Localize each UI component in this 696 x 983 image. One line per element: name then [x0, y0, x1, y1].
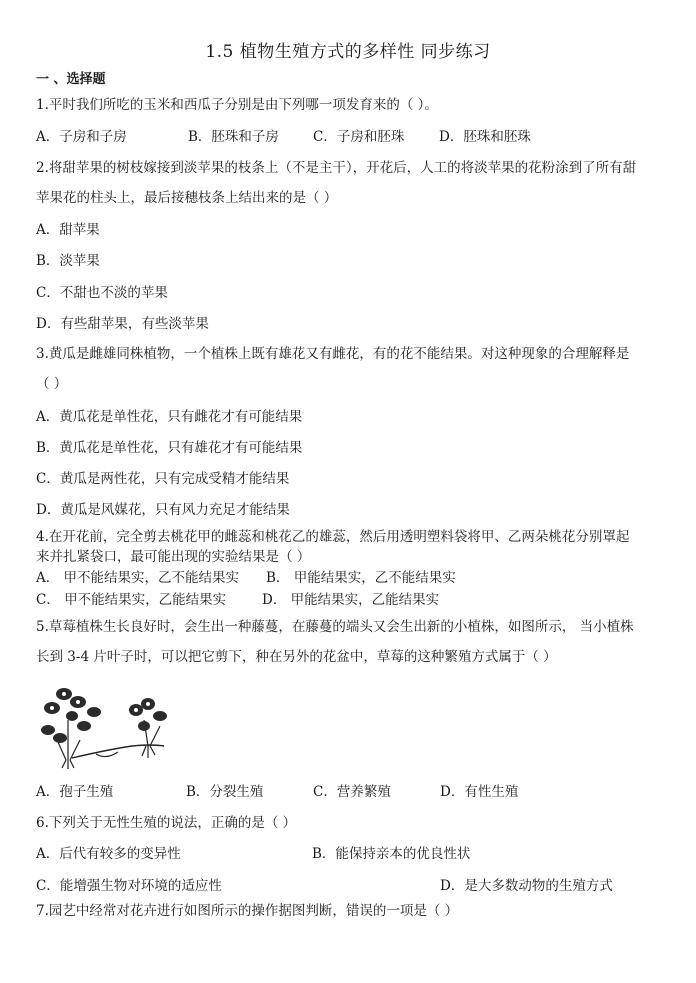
q1-option-d: D．胚珠和胚珠 [439, 129, 531, 145]
question-7-stem: 7.园艺中经常对花卉进行如图所示的操作据图判断，错误的一项是（ ） [36, 903, 459, 919]
q5-option-a: A．孢子生殖 [36, 784, 114, 800]
question-2-stem-line1: 2.将甜苹果的树枝嫁接到淡苹果的枝条上（不是主干），开花后，人工的将淡苹果的花粉涂到了所有甜 [36, 160, 637, 176]
q1-option-a: A．子房和子房 [36, 129, 127, 145]
section-heading: 一 、选择题 [36, 72, 106, 87]
question-1-stem: 1.平时我们所吃的玉米和西瓜子分别是由下列哪一项发育来的（ ）。 [36, 97, 438, 113]
q3-option-b: B．黄瓜花是单性花，只有雄花才有可能结果 [36, 440, 303, 456]
q3-option-a: A．黄瓜花是单性花，只有雌花才有可能结果 [36, 409, 303, 425]
question-4-stem-line2: 来并扎紧袋口，最可能出现的实验结果是（ ） [36, 549, 311, 565]
q6-option-d: D．是大多数动物的生殖方式 [440, 878, 613, 894]
question-3-stem-line2: （ ） [36, 376, 68, 392]
q2-option-d: D．有些甜苹果，有些淡苹果 [36, 316, 209, 332]
q5-option-d: D．有性生殖 [440, 784, 519, 800]
question-5-stem-line1: 5.草莓植株生长良好时，会生出一种藤蔓，在藤蔓的端头又会生出新的小植株，如图所示， 当小植株 [36, 619, 634, 635]
question-2-stem-line2: 苹果花的柱头上，最后接穗枝条上结出来的是（ ） [36, 190, 338, 206]
q2-option-b: B．淡苹果 [36, 253, 100, 269]
q4-option-c: C． 甲不能结果实，乙能结果实 [36, 592, 227, 608]
question-4-stem-line1: 4.在开花前，完全剪去桃花甲的雌蕊和桃花乙的雄蕊，然后用透明塑料袋将甲、乙两朵桃花分别罩起 [36, 529, 630, 545]
q6-option-c: C．能增强生物对环境的适应性 [36, 878, 222, 894]
q2-option-c: C．不甜也不淡的苹果 [36, 285, 168, 301]
q4-option-d: D． 甲能结果实，乙能结果实 [262, 592, 440, 608]
q5-option-c: C．营养繁殖 [313, 784, 391, 800]
q5-option-b: B．分裂生殖 [186, 784, 264, 800]
q1-option-c: C．子房和胚珠 [313, 129, 405, 145]
q4-option-a: A． 甲不能结果实，乙不能结果实 [36, 570, 240, 586]
q3-option-c: C．黄瓜是两性花，只有完成受精才能结果 [36, 471, 290, 487]
q3-option-d: D．黄瓜是风媒花，只有风力充足才能结果 [36, 502, 290, 518]
q1-option-b: B．胚珠和子房 [188, 129, 279, 145]
q4-option-b: B． 甲能结果实，乙不能结果实 [266, 570, 456, 586]
question-6-stem: 6.下列关于无性生殖的说法，正确的是（ ） [36, 815, 297, 831]
q2-option-a: A．甜苹果 [36, 222, 100, 238]
question-5-stem-line2: 长到 3-4 片叶子时，可以把它剪下，种在另外的花盆中，草莓的这种繁殖方式属于（ ） [36, 649, 557, 665]
question-3-stem-line1: 3.黄瓜是雌雄同株植物，一个植株上既有雄花又有雌花，有的花不能结果。对这种现象的合理解释是 [36, 346, 630, 362]
q6-option-b: B．能保持亲本的优良性状 [312, 846, 471, 862]
strawberry-plant-illustration [36, 680, 186, 770]
q6-option-a: A．后代有较多的变异性 [36, 846, 181, 862]
page-title: 1.5 植物生殖方式的多样性 同步练习 [205, 42, 491, 62]
